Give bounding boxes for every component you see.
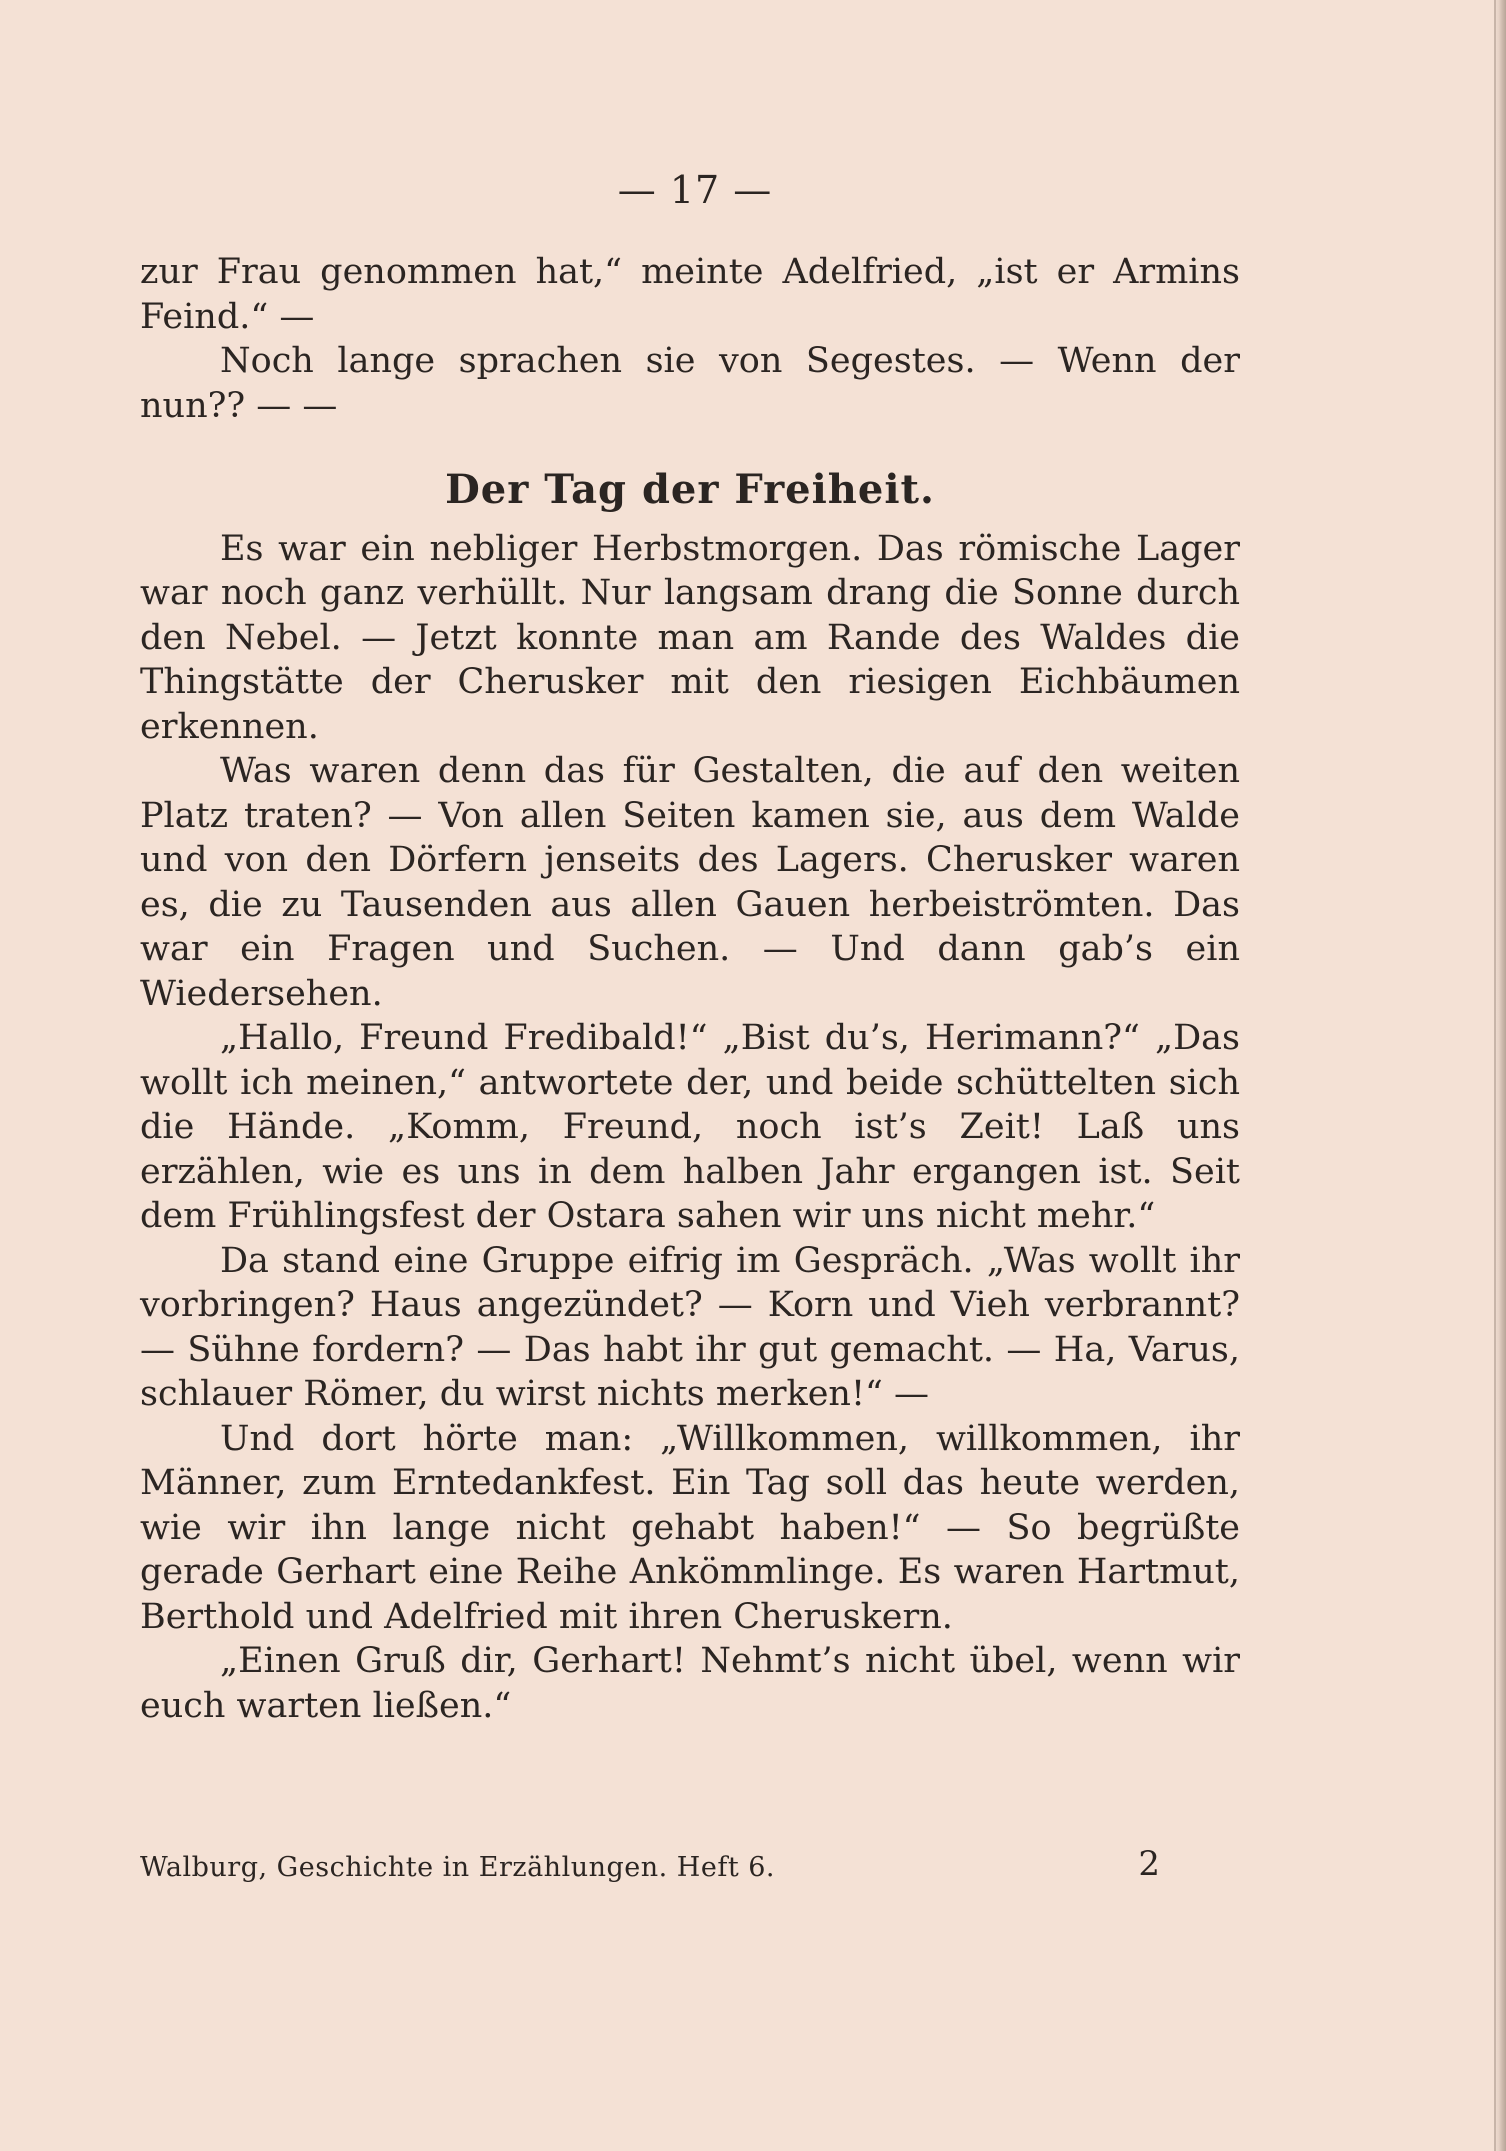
paragraph: Noch lange sprachen sie von Segestes. — Wenn der nun?? — — [140,341,1240,426]
page-edge-line [1494,0,1496,2151]
paragraph: „Hallo, Freund Fredibald!“ „Bist du’s, Herimann?“ „Das wollt ich meinen,“ antwortete der, und beide schüttelten sich die Hände. „Komm, Freund, noch ist’s Zeit! Laß uns erzählen, wie es uns in dem halben Jahr ergangen ist. Seit dem Frühlingsfest der Ostara sahen wir uns nicht mehr.“ [140,1018,1240,1236]
paragraph: Es war ein nebliger Herbstmorgen. Das römische Lager war noch ganz verhüllt. Nur langsam drang die Sonne durch den Nebel. — Jetzt konnte man am Rande des Waldes die Thingstätte der Cherusker mit den riesigen Eichbäumen erkennen. [140,528,1240,747]
page-number-header: — 17 — [617,168,773,212]
section-title: Der Tag der Freiheit. [445,466,935,513]
body-text [140,250,1240,1728]
footer-signature-number: 2 [1138,1844,1160,1884]
paragraph: „Einen Gruß dir, Gerhart! Nehmt’s nicht übel, wenn wir euch warten ließen.“ [140,1641,1240,1726]
paragraph-continuation: zur Frau genommen hat,“ meinte Adelfried, „ist er Armins Feind.“ — [140,252,1240,337]
paragraph: Da stand eine Gruppe eifrig im Gespräch. „Was wollt ihr vorbringen? Haus angezündet? — Korn und Vieh verbrannt? — Sühne fordern? — Das habt ihr gut gemacht. — Ha, Varus, schlauer Römer, du wirst nichts merken!“ — [140,1240,1240,1414]
paragraph: Was waren denn das für Gestalten, die auf den weiten Platz traten? — Von allen Seiten kamen sie, aus dem Walde und von den Dörfern jenseits des Lagers. Cherusker waren es, die zu Tausenden aus allen Gauen herbeiströmten. Das war ein Fragen und Suchen. — Und dann gab’s ein Wiedersehen. [140,751,1240,1014]
paragraph: Und dort hörte man: „Willkommen, willkommen, ihr Männer, zum Erntedankfest. Ein Tag soll das heute werden, wie wir ihn lange nicht gehabt haben!“ — So begrüßte gerade Gerhart eine Reihe Ankömmlinge. Es waren Hartmut, Berthold und Adelfried mit ihren Cheruskern. [140,1418,1240,1637]
footer-citation: Walburg, Geschichte in Erzählungen. Heft 6. [140,1852,776,1883]
